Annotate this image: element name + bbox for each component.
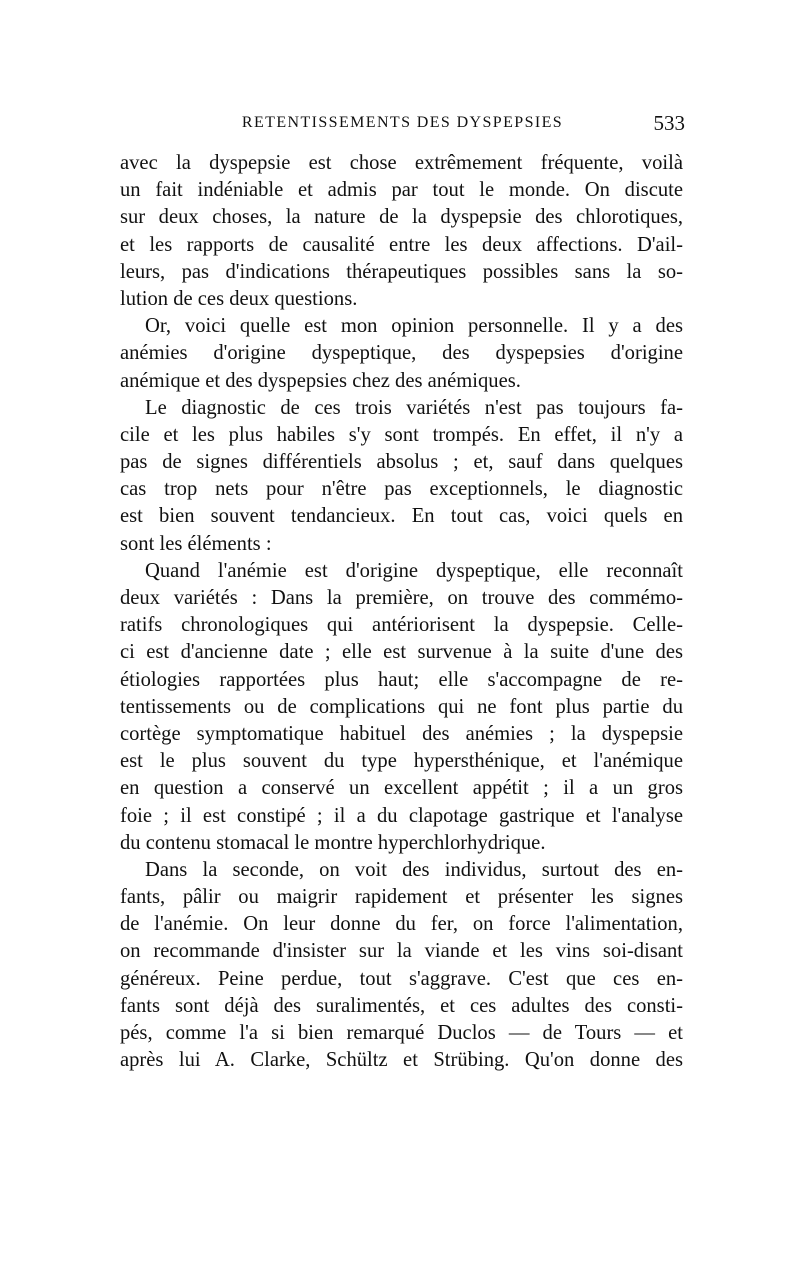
text-line: un fait indéniable et admis par tout le monde. On discute: [120, 179, 683, 202]
text-line: anémique et des dyspepsies chez des anémiques.: [120, 369, 521, 392]
text-line: foie ; il est constipé ; il a du clapotage gastrique et l'analyse: [120, 804, 683, 827]
text-line: en question a conservé un excellent appétit ; il a un gros: [120, 777, 683, 800]
text-line: leurs, pas d'indications thérapeutiques possibles sans la so-: [120, 260, 683, 283]
text-line: étiologies rapportées plus haut; elle s'accompagne de re-: [120, 668, 683, 691]
text-line: Or, voici quelle est mon opinion personnelle. Il y a des: [145, 315, 683, 338]
text-line: Dans la seconde, on voit des individus, surtout des en-: [145, 858, 683, 881]
text-line: du contenu stomacal le montre hyperchlorhydrique.: [120, 831, 546, 854]
text-line: pas de signes différentiels absolus ; et, sauf dans quelques: [120, 451, 683, 474]
text-line: fants, pâlir ou maigrir rapidement et présenter les signes: [120, 886, 683, 909]
text-line: ratifs chronologiques qui antériorisent la dyspepsie. Celle-: [120, 614, 683, 637]
text-line: cortège symptomatique habituel des anémies ; la dyspepsie: [120, 722, 683, 745]
text-line: pés, comme l'a si bien remarqué Duclos — de Tours — et: [120, 1022, 683, 1044]
text-line: lution de ces deux questions.: [120, 287, 358, 310]
text-line: cile et les plus habiles s'y sont trompés. En effet, il n'y a: [120, 423, 683, 446]
page-number: 533: [653, 111, 685, 135]
text-line: deux variétés : Dans la première, on trouve des commémo-: [120, 587, 683, 609]
running-title: RETENTISSEMENTS DES DYSPEPSIES: [241, 114, 564, 131]
body-text: [120, 150, 683, 1074]
text-line: sont les éléments :: [120, 532, 272, 555]
text-line: et les rapports de causalité entre les deux affections. D'ail-: [120, 233, 683, 256]
running-head: [120, 111, 685, 135]
text-line: après lui A. Clarke, Schültz et Strübing. Qu'on donne des: [120, 1049, 683, 1072]
text-line: Le diagnostic de ces trois variétés n'est pas toujours fa-: [145, 396, 683, 419]
text-line: fants sont déjà des suralimentés, et ces adultes des consti-: [120, 994, 683, 1017]
text-line: sur deux choses, la nature de la dyspepsie des chlorotiques,: [120, 206, 683, 229]
text-line: on recommande d'insister sur la viande et les vins soi-disant: [120, 940, 683, 963]
text-line: est bien souvent tendancieux. En tout cas, voici quels en: [120, 505, 683, 528]
text-line: avec la dyspepsie est chose extrêmement fréquente, voilà: [120, 152, 683, 174]
text-line: ci est d'ancienne date ; elle est survenue à la suite d'une des: [120, 641, 683, 664]
text-line: anémies d'origine dyspeptique, des dyspepsies d'origine: [120, 342, 683, 365]
text-line: cas trop nets pour n'être pas exceptionnels, le diagnostic: [120, 478, 683, 501]
text-line: Quand l'anémie est d'origine dyspeptique, elle reconnaît: [145, 559, 683, 582]
text-line: est le plus souvent du type hypersthénique, et l'anémique: [120, 750, 683, 773]
text-line: tentissements ou de complications qui ne font plus partie du: [120, 695, 683, 718]
text-line: de l'anémie. On leur donne du fer, on force l'alimentation,: [120, 913, 683, 936]
text-line: généreux. Peine perdue, tout s'aggrave. C'est que ces en-: [120, 967, 683, 990]
